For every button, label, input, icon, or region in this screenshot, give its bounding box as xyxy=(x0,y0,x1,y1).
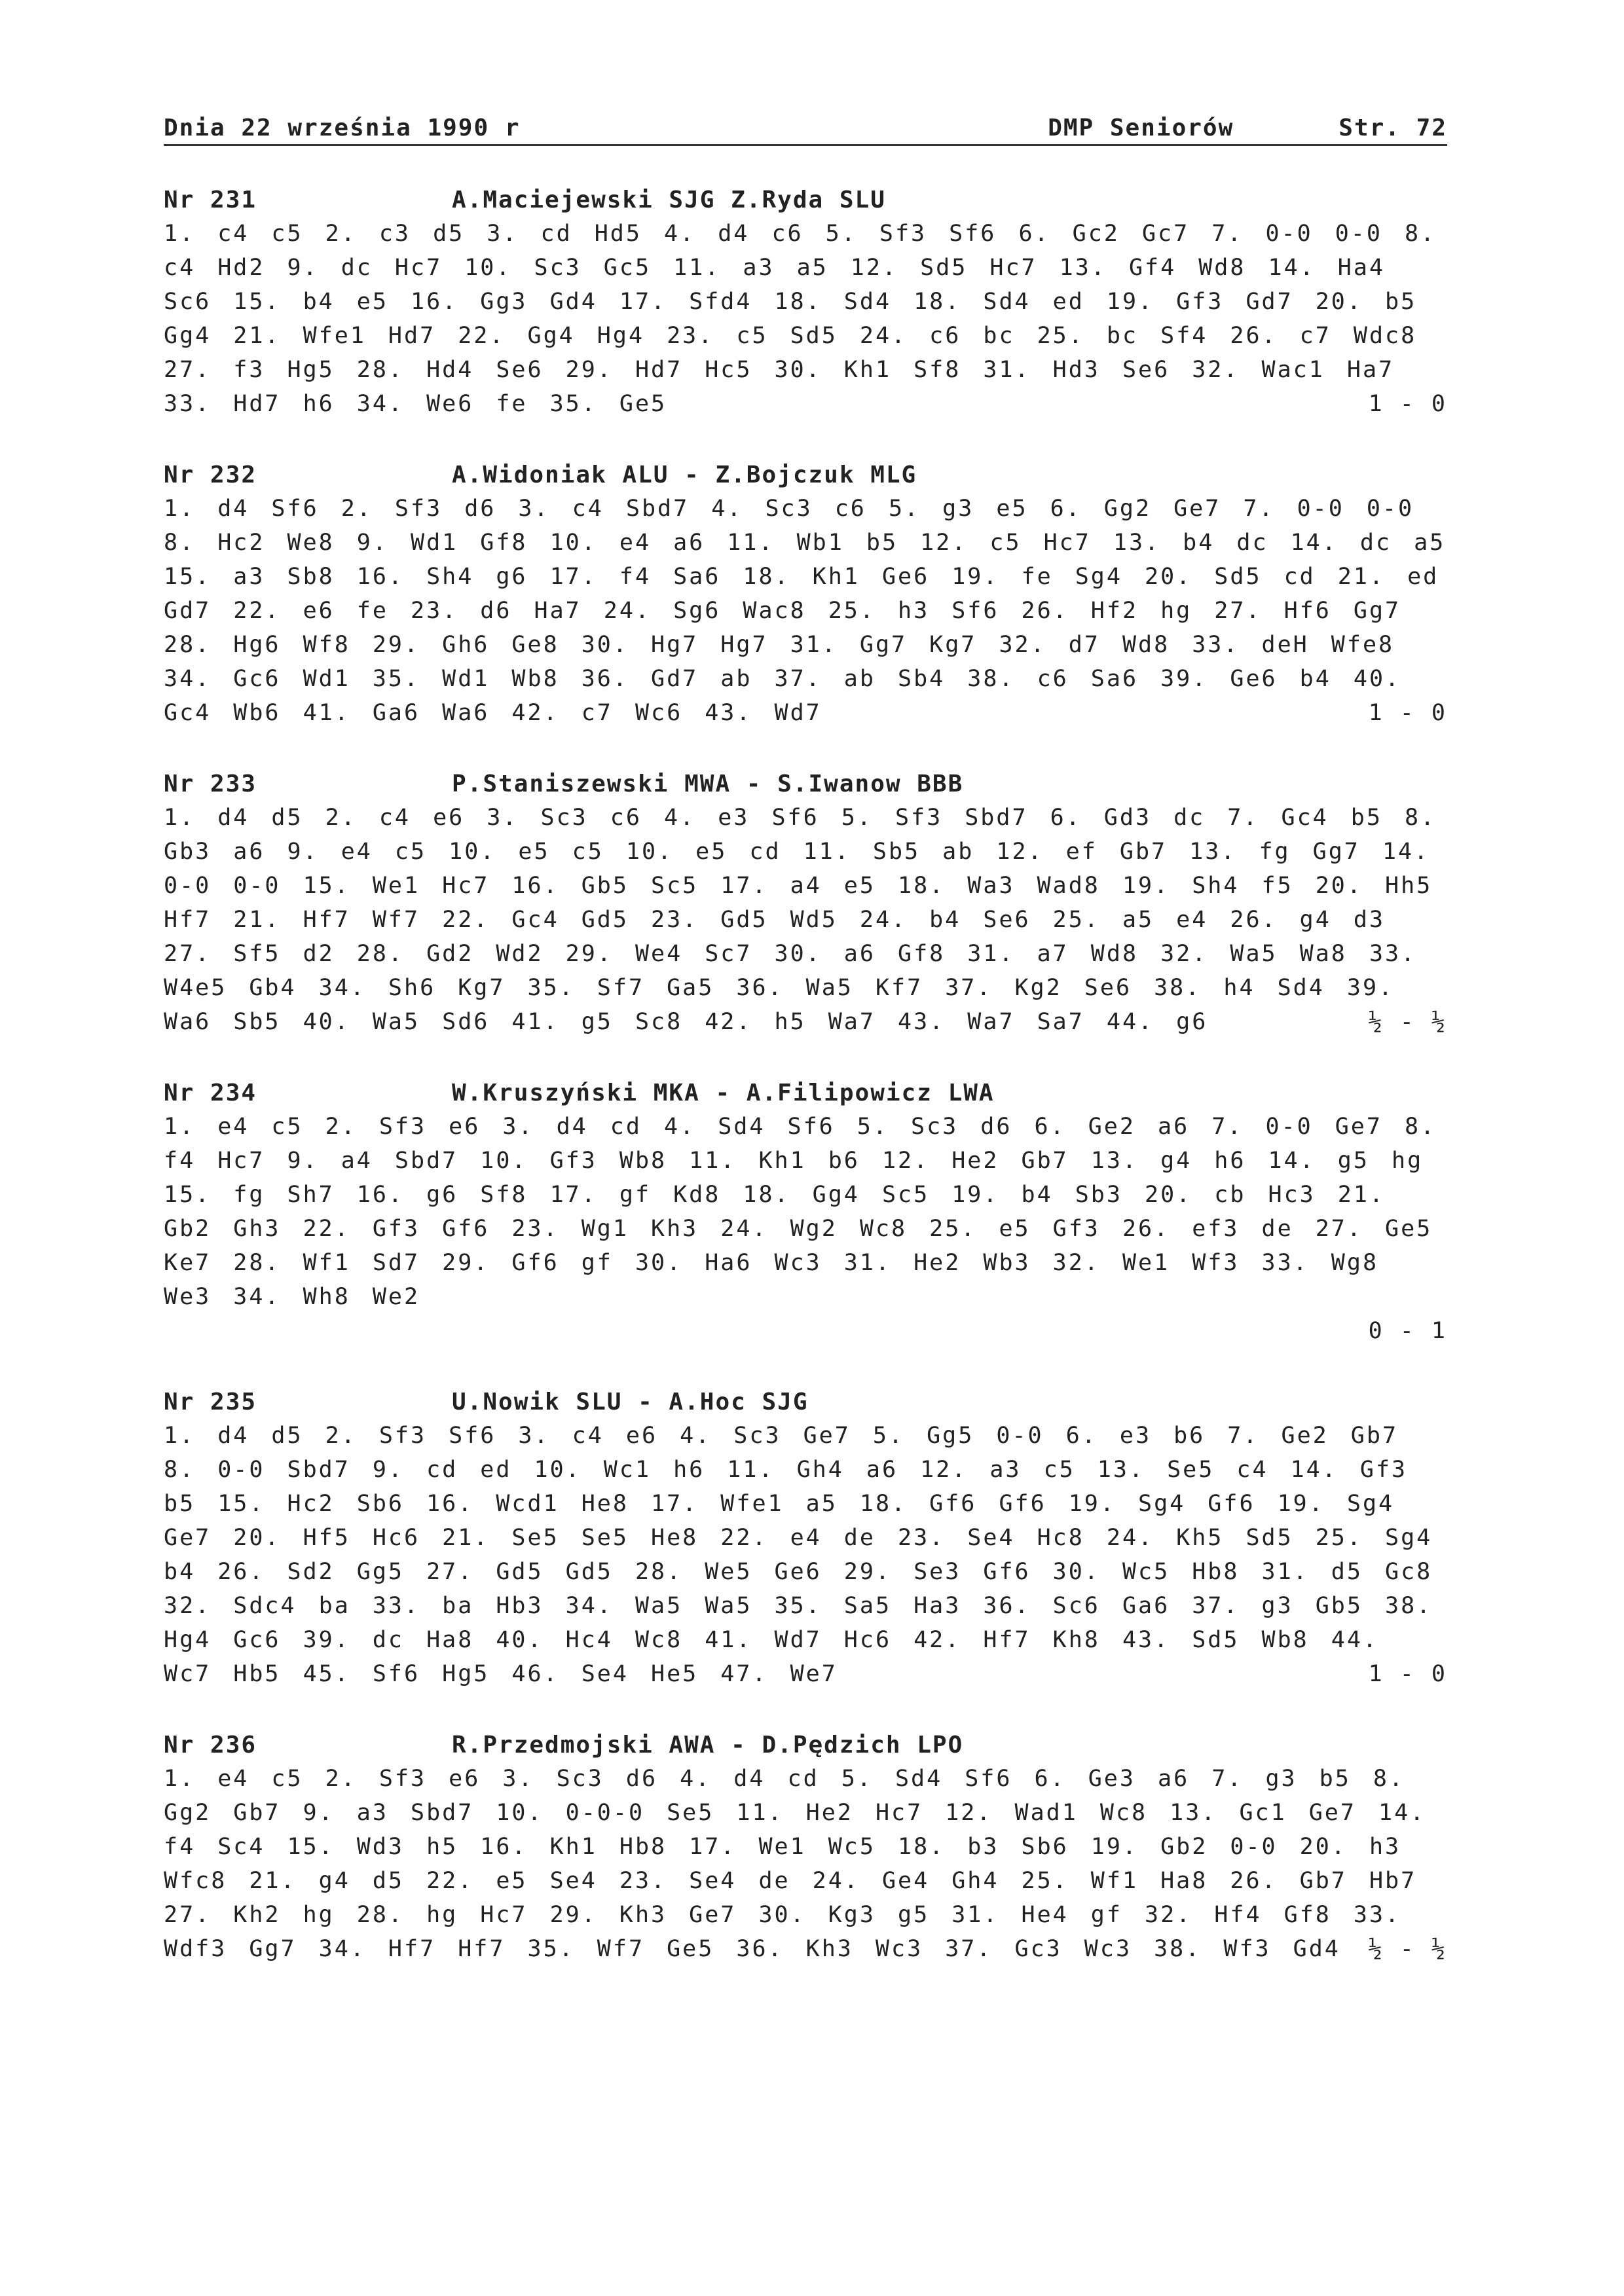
game-block xyxy=(164,1729,1447,1966)
game-number: Nr 234 xyxy=(164,1080,257,1106)
game-moves: 1. d4 d5 2. c4 e6 3. Sc3 c6 4. e3 Sf6 5. Sf3 Sbd7 6. Gd3 dc 7. Gc4 b5 8. Gb3 a6 9. e4 c5 10. e5 c5 10. e5 cd 11. Sb5 ab 12. ef Gb7 13. fg Gg7 14. 0-0 0-0 15. We1 Hc7 16. Gb5 Sc5 17. a4 e5 18. Wa3 Wad8 19. Sh4 f5 20. Hh5 Hf7 21. Hf7 Wf7 22. Gc4 Gd5 23. Gd5 Wd5 24. b4 Se6 25. a5 e4 26. g4 d3 27. Sf5 d2 28. Gd2 Wd2 29. We4 Sc7 30. a6 Gf8 31. a7 Wd8 32. Wa5 Wa8 33. W4e5 Gb4 34. Sh6 Kg7 35. Sf7 Ga5 36. Wa5 Kf7 37. Kg2 Se6 38. h4 Sd4 39. Wa6 Sb5 40. Wa5 Sd6 41. g5 Sc8 42. h5 Wa7 43. Wa7 Sa7 44. g6 xyxy=(164,805,1437,1035)
game-block xyxy=(164,459,1447,730)
game-number: Nr 231 xyxy=(164,187,257,213)
game-number: Nr 236 xyxy=(164,1732,257,1758)
game-result: 1 - 0 xyxy=(1368,700,1447,726)
scoresheet-page xyxy=(164,115,1447,1966)
game-number: Nr 232 xyxy=(164,462,257,488)
game-header xyxy=(164,1077,1447,1110)
page-header xyxy=(164,115,1447,146)
game-players: R.Przedmojski AWA - D.Pędzich LPO xyxy=(452,1732,964,1758)
game-moves: 1. d4 d5 2. Sf3 Sf6 3. c4 e6 4. Sc3 Ge7 5. Gg5 0-0 6. e3 b6 7. Ge2 Gb7 8. 0-0 Sbd7 9. cd ed 10. Wc1 h6 11. Gh4 a6 12. a3 c5 13. Se5 c4 14. Gf3 b5 15. Hc2 Sb6 16. Wcd1 He8 17. Wfe1 a5 18. Gf6 Gf6 19. Sg4 Gf6 19. Sg4 Ge7 20. Hf5 Hc6 21. Se5 Se5 He8 22. e4 de 23. Se4 Hc8 24. Kh5 Sd5 25. Sg4 b4 26. Sd2 Gg5 27. Gd5 Gd5 28. We5 Ge6 29. Se3 Gf6 30. Wc5 Hb8 31. d5 Gc8 32. Sdc4 ba 33. ba Hb3 34. Wa5 Wa5 35. Sa5 Ha3 36. Sc6 Ga6 37. g3 Gb5 38. Hg4 Gc6 39. dc Ha8 40. Hc4 Wc8 41. Wd7 Hc6 42. Hf7 Kh8 43. Sd5 Wb8 44. Wc7 Hb5 45. Sf6 Hg5 46. Se4 He5 47. We7 xyxy=(164,1423,1433,1687)
game-block xyxy=(164,1386,1447,1691)
game-result: 1 - 0 xyxy=(1368,1661,1447,1687)
header-event: DMP Seniorów xyxy=(1048,115,1234,141)
game-result: ½ - ½ xyxy=(1368,1009,1447,1035)
header-page-number: Str. 72 xyxy=(1338,115,1447,141)
game-moves: 1. d4 Sf6 2. Sf3 d6 3. c4 Sbd7 4. Sc3 c6 5. g3 e5 6. Gg2 Ge7 7. 0-0 0-0 8. Hc2 We8 9. Wd1 Gf8 10. e4 a6 11. Wb1 b5 12. c5 Hc7 13. b4 dc 14. dc a5 15. a3 Sb8 16. Sh4 g6 17. f4 Sa6 18. Kh1 Ge6 19. fe Sg4 20. Sd5 cd 21. ed Gd7 22. e6 fe 23. d6 Ha7 24. Sg6 Wac8 25. h3 Sf6 26. Hf2 hg 27. Hf6 Gg7 28. Hg6 Wf8 29. Gh6 Ge8 30. Hg7 Hg7 31. Gg7 Kg7 32. d7 Wd8 33. deH Wfe8 34. Gc6 Wd1 35. Wd1 Wb8 36. Gd7 ab 37. ab Sb4 38. c6 Sa6 39. Ge6 b4 40. Gc4 Wb6 41. Ga6 Wa6 42. c7 Wc6 43. Wd7 xyxy=(164,496,1446,726)
game-block xyxy=(164,184,1447,421)
header-date: Dnia 22 września 1990 r xyxy=(164,115,521,141)
game-result: ½ - ½ xyxy=(1368,1936,1447,1962)
game-header xyxy=(164,184,1447,217)
game-header xyxy=(164,1729,1447,1762)
game-header xyxy=(164,1386,1447,1419)
game-header xyxy=(164,768,1447,801)
game-players: U.Nowik SLU - A.Hoc SJG xyxy=(452,1389,809,1415)
game-number: Nr 235 xyxy=(164,1389,257,1415)
game-moves: 1. e4 c5 2. Sf3 e6 3. Sc3 d6 4. d4 cd 5. Sd4 Sf6 6. Ge3 a6 7. g3 b5 8. Gg2 Gb7 9. a3 Sbd7 10. 0-0-0 Se5 11. He2 Hc7 12. Wad1 Wc8 13. Gc1 Ge7 14. f4 Sc4 15. Wd3 h5 16. Kh1 Hb8 17. We1 Wc5 18. b3 Sb6 19. Gb2 0-0 20. h3 Wfc8 21. g4 d5 22. e5 Se4 23. Se4 de 24. Ge4 Gh4 25. Wf1 Ha8 26. Gb7 Hb7 27. Kh2 hg 28. hg Hc7 29. Kh3 Ge7 30. Kg3 g5 31. He4 gf 32. Hf4 Gf8 33. Wdf3 Gg7 34. Hf7 Hf7 35. Wf7 Ge5 36. Kh3 Wc3 37. Gc3 Wc3 38. Wf3 Gd4 xyxy=(164,1766,1426,1962)
game-players: P.Staniszewski MWA - S.Iwanow BBB xyxy=(452,771,964,797)
game-players: A.Widoniak ALU - Z.Bojczuk MLG xyxy=(452,462,917,488)
game-moves: 1. c4 c5 2. c3 d5 3. cd Hd5 4. d4 c6 5. Sf3 Sf6 6. Gc2 Gc7 7. 0-0 0-0 8. c4 Hd2 9. dc Hc7 10. Sc3 Gc5 11. a3 a5 12. Sd5 Hc7 13. Gf4 Wd8 14. Ha4 Sc6 15. b4 e5 16. Gg3 Gd4 17. Sfd4 18. Sd4 18. Sd4 ed 19. Gf3 Gd7 20. b5 Gg4 21. Wfe1 Hd7 22. Gg4 Hg4 23. c5 Sd5 24. c6 bc 25. bc Sf4 26. c7 Wdc8 27. f3 Hg5 28. Hd4 Se6 29. Hd7 Hc5 30. Kh1 Sf8 31. Hd3 Se6 32. Wac1 Ha7 33. Hd7 h6 34. We6 fe 35. Ge5 xyxy=(164,221,1437,417)
game-players: W.Kruszyński MKA - A.Filipowicz LWA xyxy=(452,1080,995,1106)
game-result: 0 - 1 xyxy=(1368,1318,1447,1344)
game-players: A.Maciejewski SJG Z.Ryda SLU xyxy=(452,187,886,213)
game-header xyxy=(164,459,1447,492)
game-moves: 1. e4 c5 2. Sf3 e6 3. d4 cd 4. Sd4 Sf6 5. Sc3 d6 6. Ge2 a6 7. 0-0 Ge7 8. f4 Hc7 9. a4 Sbd7 10. Gf3 Wb8 11. Kh1 b6 12. He2 Gb7 13. g4 h6 14. g5 hg 15. fg Sh7 16. g6 Sf8 17. gf Kd8 18. Gg4 Sc5 19. b4 Sb3 20. cb Hc3 21. Gb2 Gh3 22. Gf3 Gf6 23. Wg1 Kh3 24. Wg2 Wc8 25. e5 Gf3 26. ef3 de 27. Ge5 Ke7 28. Wf1 Sd7 29. Gf6 gf 30. Ha6 Wc3 31. He2 Wb3 32. We1 Wf3 33. Wg8 We3 34. Wh8 We2 xyxy=(164,1114,1437,1310)
game-result: 1 - 0 xyxy=(1368,391,1447,417)
game-number: Nr 233 xyxy=(164,771,257,797)
game-block xyxy=(164,1077,1447,1348)
game-block xyxy=(164,768,1447,1039)
